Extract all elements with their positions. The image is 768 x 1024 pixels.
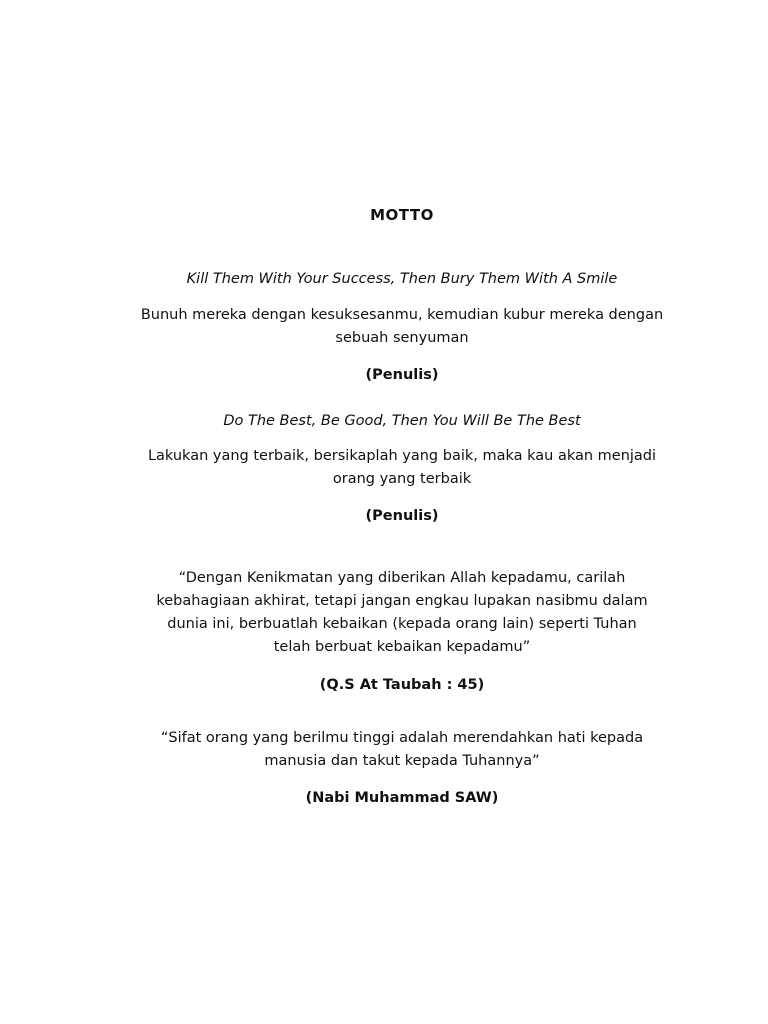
quote-3-text: “Dengan Kenikmatan yang diberikan Allah kepadamu, carilah kebahagiaan akhirat, tetapi jangan engkau lupakan nasibmu dalam dunia ini, berbuatlah kebaikan (kepada orang lain) seperti Tuhan telah berbuat kebaikan kepadamu”	[156, 570, 648, 655]
quote-1-source: (Penulis)	[365, 367, 439, 383]
quote-4-text: “Sifat orang yang berilmu tinggi adalah merendahkan hati kepada manusia dan takut kepada Tuhannya”	[160, 730, 644, 769]
quote-2-translation: Lakukan yang terbaik, bersikaplah yang baik, maka kau akan menjadi orang yang terbaik	[147, 448, 657, 487]
quote-2-english: Do The Best, Be Good, Then You Will Be The Best	[223, 413, 581, 429]
page-title: MOTTO	[370, 206, 434, 224]
quote-1-translation: Bunuh mereka dengan kesuksesanmu, kemudian kubur mereka dengan sebuah senyuman	[140, 307, 664, 346]
quote-3-source: (Q.S At Taubah : 45)	[319, 677, 485, 693]
quote-1-english: Kill Them With Your Success, Then Bury Them With A Smile	[186, 271, 618, 287]
quote-4-source: (Nabi Muhammad SAW)	[305, 790, 499, 806]
quote-2-source: (Penulis)	[365, 508, 439, 524]
